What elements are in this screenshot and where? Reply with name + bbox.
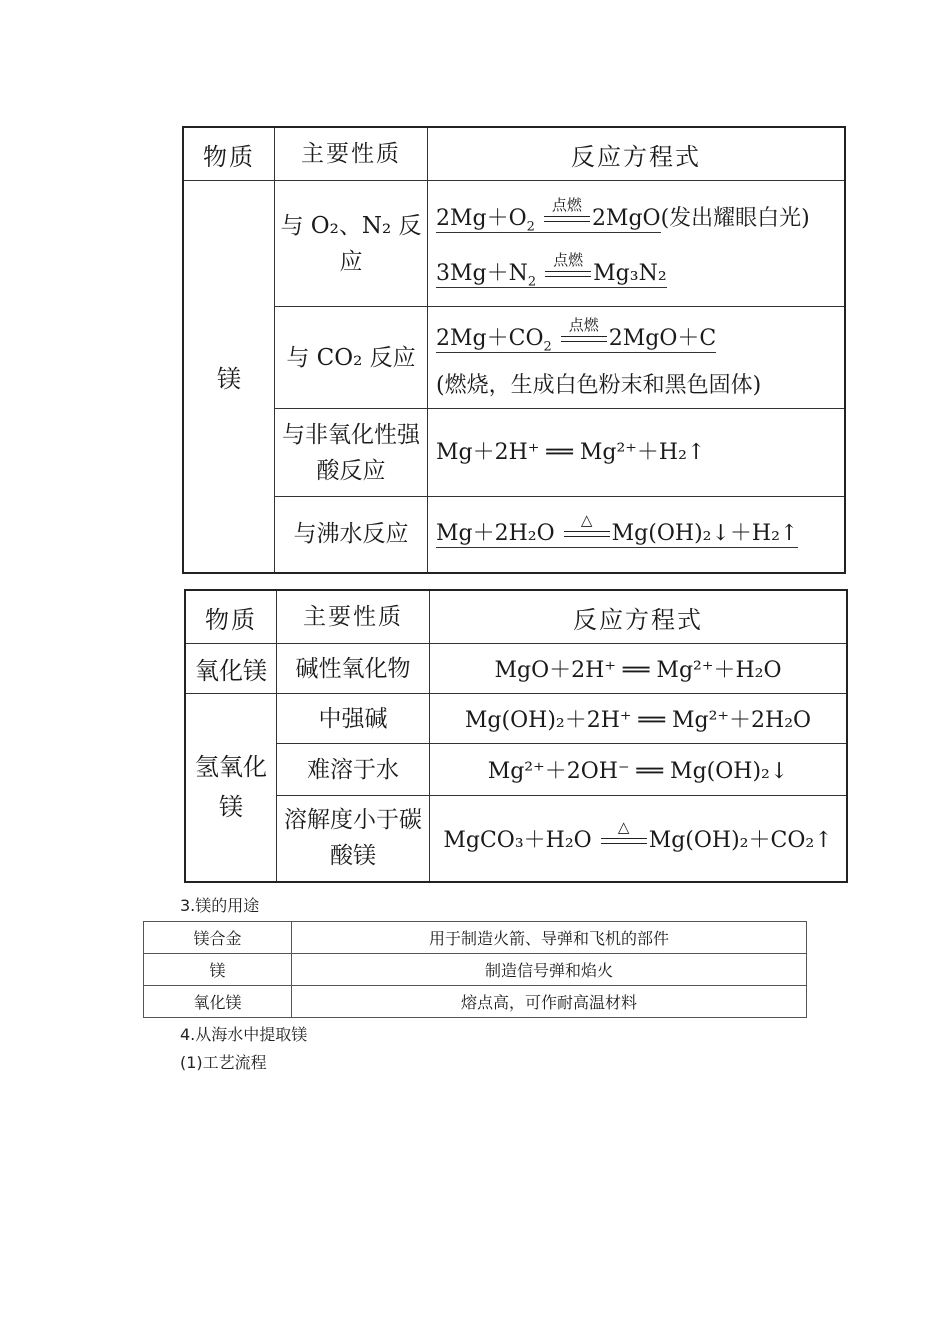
property-cell: 与 O₂、N₂ 反应 bbox=[275, 181, 428, 307]
equation-cell: MgO＋2H⁺ ══ Mg²⁺＋H₂O bbox=[430, 644, 848, 694]
substance-mg: 镁 bbox=[183, 181, 275, 573]
reaction-arrow: 点燃 bbox=[545, 269, 591, 279]
equation-mg-o2: $2Mg+O_2$ 点燃 2MgO bbox=[436, 196, 661, 235]
property-cell: 碱性氧化物 bbox=[277, 644, 430, 694]
subheading-process: (1)工艺流程 bbox=[180, 1053, 267, 1072]
property-cell: 与非氧化性强酸反应 bbox=[275, 409, 428, 497]
table-row bbox=[144, 986, 807, 1018]
equation-cell: Mg＋2H⁺ ══ Mg²⁺＋H₂↑ bbox=[428, 409, 846, 497]
property-cell: 难溶于水 bbox=[277, 744, 430, 796]
header-equation: 反应方程式 bbox=[428, 127, 846, 181]
header-substance: 物质 bbox=[183, 127, 275, 181]
header-property: 主要性质 bbox=[277, 590, 430, 644]
equation-cell: $2Mg+O_2$ 点燃 2MgO(发出耀眼白光) $3Mg+N_2$ 点燃 Mg₃N₂ bbox=[428, 181, 846, 307]
equation-note: (燃烧，生成白色粉末和黑色固体) bbox=[436, 372, 762, 398]
reaction-arrow: △ bbox=[564, 529, 610, 539]
equation-mg-co2: $2Mg+CO_2$ 点燃 2MgO＋C bbox=[436, 316, 717, 355]
mg-compounds-table bbox=[184, 589, 848, 883]
substance-mgoh2: 氢氧化镁 bbox=[185, 694, 277, 882]
use-item: 氧化镁 bbox=[144, 986, 292, 1018]
use-desc: 熔点高，可作耐高温材料 bbox=[292, 986, 807, 1018]
equation-cell: Mg²⁺＋2OH⁻ ══ Mg(OH)₂↓ bbox=[430, 744, 848, 796]
header-equation: 反应方程式 bbox=[430, 590, 848, 644]
reaction-arrow: 点燃 bbox=[544, 214, 590, 224]
use-item: 镁合金 bbox=[144, 922, 292, 954]
property-cell: 溶解度小于碳酸镁 bbox=[277, 796, 430, 882]
equation-mg-n2: $3Mg+N_2$ 点燃 Mg₃N₂ bbox=[436, 250, 667, 289]
section-heading-extraction: 4.从海水中提取镁 bbox=[180, 1025, 308, 1044]
substance-mgo: 氧化镁 bbox=[185, 644, 277, 694]
use-desc: 用于制造火箭、导弹和飞机的部件 bbox=[292, 922, 807, 954]
mg-uses-table bbox=[143, 921, 807, 1018]
magnesium-properties-table bbox=[182, 126, 846, 574]
equation-cell: MgCO₃＋H₂O △ Mg(OH)₂＋CO₂↑ bbox=[430, 796, 848, 882]
reaction-arrow: 点燃 bbox=[561, 334, 607, 344]
equation-cell: Mg(OH)₂＋2H⁺ ══ Mg²⁺＋2H₂O bbox=[430, 694, 848, 744]
use-desc: 制造信号弹和焰火 bbox=[292, 954, 807, 986]
use-item: 镁 bbox=[144, 954, 292, 986]
property-cell: 与沸水反应 bbox=[275, 497, 428, 573]
equation-mg-water: Mg＋2H₂O △ Mg(OH)₂↓＋H₂↑ bbox=[436, 511, 799, 547]
reaction-arrow: △ bbox=[601, 836, 647, 846]
header-substance: 物质 bbox=[185, 590, 277, 644]
equation-cell bbox=[428, 307, 846, 409]
property-cell: 中强碱 bbox=[277, 694, 430, 744]
property-cell: 与 CO₂ 反应 bbox=[275, 307, 428, 409]
header-property: 主要性质 bbox=[275, 127, 428, 181]
section-heading-uses: 3.镁的用途 bbox=[180, 896, 260, 915]
table-row bbox=[144, 922, 807, 954]
equation-cell bbox=[428, 497, 846, 573]
table-row bbox=[144, 954, 807, 986]
